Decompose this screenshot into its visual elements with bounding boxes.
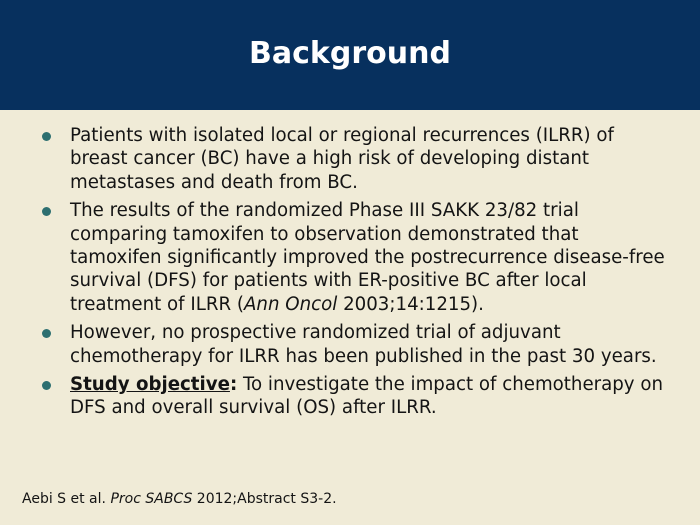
- bullet-item-4: [40, 373, 670, 420]
- citation-authors: Aebi S et al.: [22, 491, 111, 507]
- bullet-dot-icon: [42, 381, 51, 390]
- bullet-dot-icon: [42, 207, 51, 216]
- bullet-text-end: 2003;14:1215).: [337, 293, 484, 315]
- citation: [22, 491, 337, 507]
- slide-header: [0, 0, 700, 110]
- bullet-text: To investigate the impact of chemotherapy on DFS and overall survival (OS) after ILRR.: [70, 374, 663, 419]
- bullet-text: Patients with isolated local or regional recurrences (ILRR) of breast cancer (BC) have a high risk of developing distant metastases and death from BC.: [70, 125, 614, 193]
- bullet-dot-icon: [42, 329, 51, 338]
- label-colon: :: [229, 374, 238, 396]
- bullet-list: [40, 124, 670, 425]
- bullet-text: The results of the randomized Phase III SAKK 23/82 trial comparing tamoxifen to observation demonstrated that tamoxifen significantly improved the postrecurrence disease-free survival (DFS) for patients with ER-positive BC after local treatment of ILRR (: [70, 200, 665, 315]
- bullet-item-3: [40, 321, 670, 368]
- citation-journal: Proc SABCS: [110, 491, 193, 507]
- study-objective-label: Study objective: [70, 374, 230, 396]
- bullet-text: However, no prospective randomized trial of adjuvant chemotherapy for ILRR has been published in the past 30 years.: [70, 322, 657, 367]
- bullet-dot-icon: [42, 132, 51, 141]
- slide-title: Background: [249, 35, 451, 71]
- citation-details: 2012;Abstract S3-2.: [192, 491, 337, 507]
- journal-name: Ann Oncol: [243, 293, 338, 315]
- bullet-item-2: [40, 199, 670, 316]
- bullet-item-1: [40, 124, 670, 194]
